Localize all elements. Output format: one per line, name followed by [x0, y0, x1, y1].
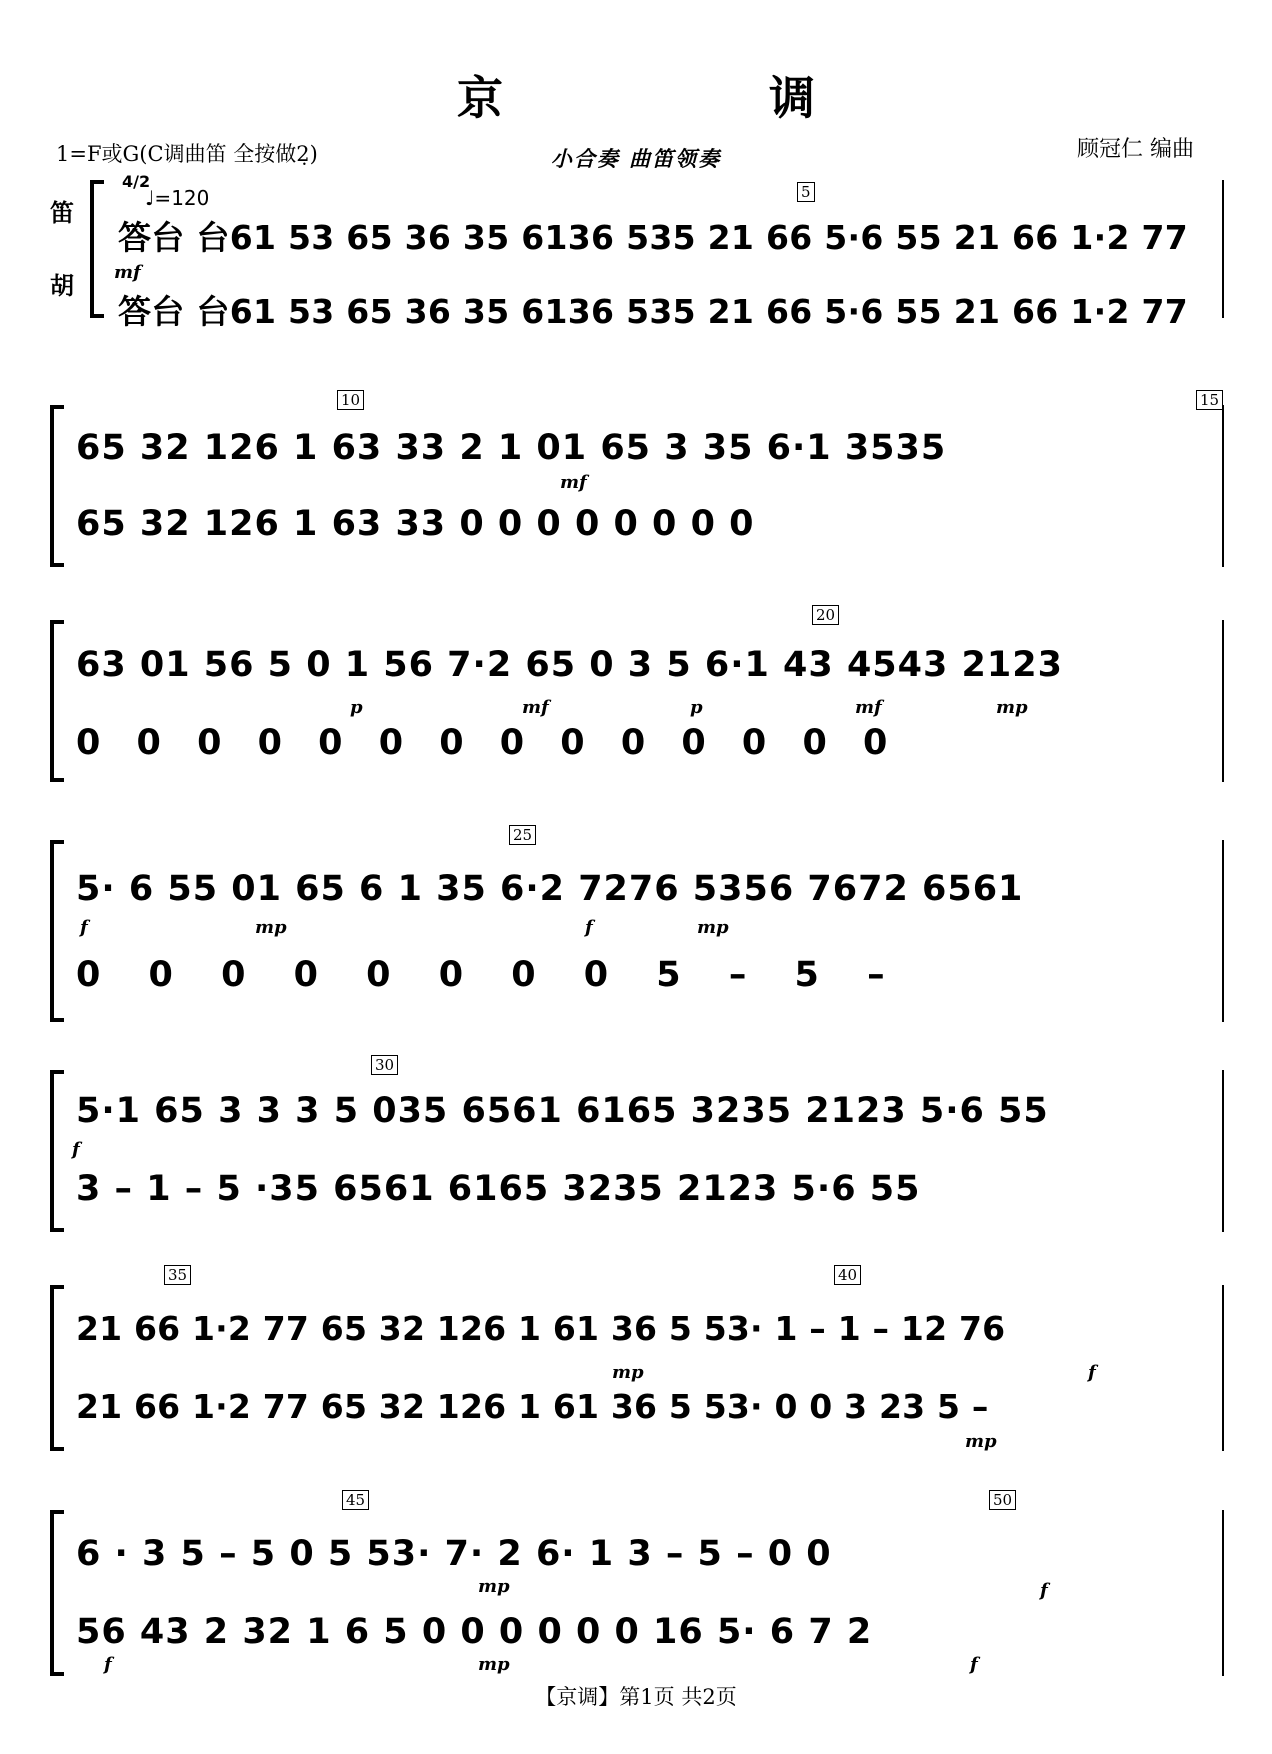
measure-number: 40: [834, 1265, 861, 1285]
dynamic-marking: f: [1088, 1362, 1096, 1383]
dynamic-marking: f: [970, 1654, 978, 1675]
tempo-marking: ♩=120: [145, 186, 210, 210]
dynamic-marking: f: [80, 917, 88, 938]
dynamic-marking: mf: [114, 262, 141, 283]
staff-top: 65 32 126 1 63 33 2 1 01 65 3 35 6·1 3535: [76, 428, 947, 468]
measure-number: 25: [509, 825, 536, 845]
subtitle: 小合奏 曲笛领奏: [550, 146, 722, 171]
staff-bottom: 65 32 126 1 63 33 0 0 0 0 0 0 0 0: [76, 504, 755, 544]
system-3: [0, 605, 1272, 785]
system-6: [0, 1265, 1272, 1455]
system-1: [0, 180, 1272, 331]
staff-bottom: 0 0 0 0 0 0 0 0 0 0 0 0 0 0: [76, 723, 889, 763]
system-5: [0, 1055, 1272, 1235]
staff-top: 6 · 3 5 – 5 0 5 53· 7· 2 6· 1 3 – 5 – 0 0: [76, 1534, 832, 1574]
dynamic-marking: mf: [560, 472, 587, 493]
system-4: [0, 825, 1272, 1025]
measure-number: 10: [337, 390, 364, 410]
dynamic-marking: p: [690, 697, 703, 718]
staff-bottom: 56 43 2 32 1 6 5 0 0 0 0 0 0 16 5· 6 7 2: [76, 1612, 873, 1652]
dynamic-marking: mp: [996, 697, 1028, 718]
composer: 顾冠仁 编曲: [1077, 137, 1194, 162]
system-7: [0, 1490, 1272, 1680]
time-signature: 4/2: [122, 172, 151, 191]
dynamic-marking: p: [350, 697, 363, 718]
staff-top: 5·1 65 3 3 3 5 035 6561 6165 3235 2123 5·6 55: [76, 1091, 1049, 1131]
measure-number: 5: [797, 182, 815, 202]
page-footer: 【京调】第1页 共2页: [535, 1685, 737, 1709]
dynamic-marking: mp: [255, 917, 287, 938]
page-title: 京 调: [457, 71, 925, 125]
staff-bottom: 21 66 1·2 77 65 32 126 1 61 36 5 53· 0 0 3 23 5 –: [76, 1387, 989, 1426]
dynamic-marking: mp: [478, 1576, 510, 1597]
dynamic-marking: mf: [522, 697, 549, 718]
dynamic-marking: mf: [855, 697, 882, 718]
dynamic-marking: mp: [612, 1362, 644, 1383]
staff-bottom: 0 0 0 0 0 0 0 0 5 – 5 –: [76, 955, 886, 995]
dynamic-marking: mp: [478, 1654, 510, 1675]
system-2: [0, 390, 1272, 570]
staff-top: 答台 台61 53 65 36 35 6136 535 21 66 5·6 55 21 66 1·2 77: [118, 218, 1189, 257]
measure-number: 50: [989, 1490, 1016, 1510]
dynamic-marking: mp: [965, 1431, 997, 1452]
measure-number: 15: [1196, 390, 1223, 410]
measure-number: 30: [371, 1055, 398, 1075]
staff-bottom: 3 – 1 – 5 ·35 6561 6165 3235 2123 5·6 55: [76, 1169, 921, 1209]
dynamic-marking: f: [104, 1654, 112, 1675]
key-signature: 1=F或G(C调曲笛 全按做2̣): [56, 142, 318, 166]
measure-number: 35: [164, 1265, 191, 1285]
instrument-label-huqin: 胡: [50, 271, 74, 300]
dynamic-marking: f: [72, 1139, 80, 1160]
dynamic-marking: f: [585, 917, 593, 938]
staff-top: 63 01 56 5 0 1 56 7·2 65 0 3 5 6·1 43 4543 2123: [76, 645, 1063, 685]
staff-bottom: 答台 台61 53 65 36 35 6136 535 21 66 5·6 55 21 66 1·2 77: [118, 292, 1189, 331]
dynamic-marking: f: [1040, 1580, 1048, 1601]
dynamic-marking: mp: [697, 917, 729, 938]
measure-number: 20: [812, 605, 839, 625]
measure-number: 45: [342, 1490, 369, 1510]
instrument-label-flute: 笛: [50, 198, 74, 227]
staff-top: 21 66 1·2 77 65 32 126 1 61 36 5 53· 1 – 1 – 12 76: [76, 1309, 1006, 1348]
staff-top: 5· 6 55 01 65 6 1 35 6·2 7276 5356 7672 6561: [76, 869, 1024, 909]
